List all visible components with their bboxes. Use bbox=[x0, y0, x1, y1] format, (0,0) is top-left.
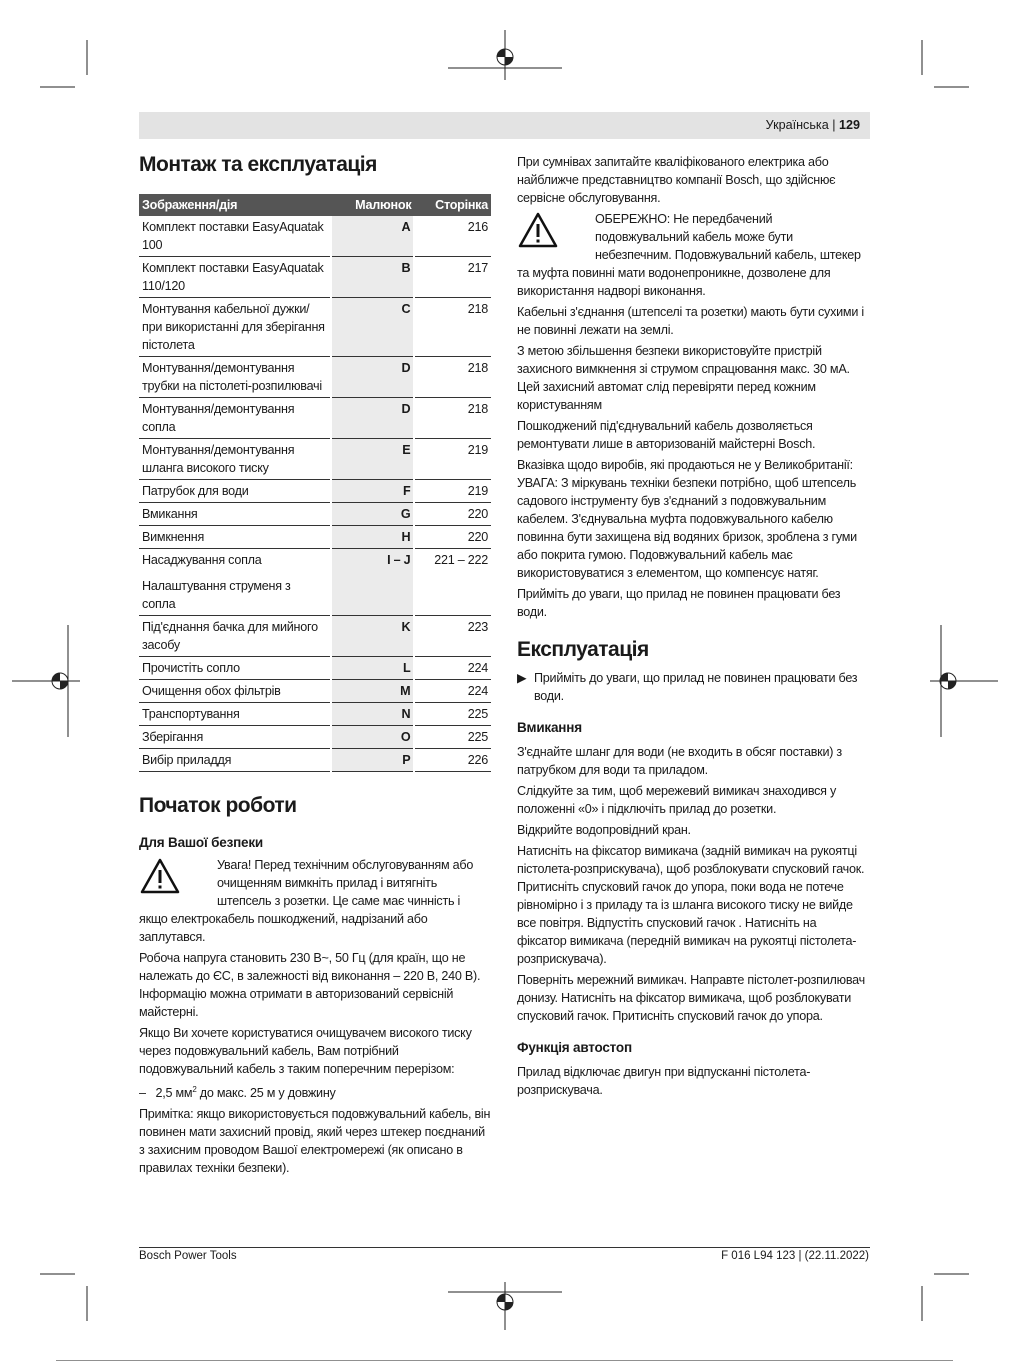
cable-spec-sup: 2 bbox=[192, 1085, 197, 1094]
autostop-title: Функція автостоп bbox=[517, 1040, 632, 1055]
row-action-text: Зберігання bbox=[142, 730, 204, 744]
extension-paragraph: Якщо Ви хочете користуватися очищувачем високого тиску через подовжувальний кабель, Вам потрібний подовжувальний кабель з таким поперечним перерізом: bbox=[139, 1026, 472, 1076]
row-page: 221 – 222 bbox=[414, 549, 491, 616]
row-figure: K bbox=[331, 616, 414, 657]
row-action-text: Очищення обох фільтрів bbox=[142, 684, 281, 698]
row-page: 220 bbox=[414, 526, 491, 549]
connections-paragraph: Кабельні з'єднання (штепселі та розетки) мають бути сухими і не повинні лежати на землі. bbox=[517, 305, 864, 337]
table-row bbox=[139, 657, 491, 680]
row-page: 224 bbox=[414, 680, 491, 703]
left-column bbox=[139, 153, 491, 1180]
row-action-text: Монтування кабельної дужки/ при використанні для зберігання пістолета bbox=[142, 302, 325, 352]
caution-text: ОБЕРЕЖНО: Не передбачений подовжувальний кабель може бути небезпечним. Подовжувальний кабель, штекер та муфта повинні мати водонепроникне, дозволене для використання надворі виконання. bbox=[517, 212, 861, 298]
row-page: 216 bbox=[414, 216, 491, 257]
row-figure: N bbox=[331, 703, 414, 726]
table-row bbox=[139, 680, 491, 703]
water-paragraph: Прийміть до уваги, що прилад не повинен працювати без води. bbox=[517, 587, 841, 619]
row-action bbox=[139, 298, 331, 357]
header-separator: | bbox=[832, 118, 836, 132]
doubt-paragraph: При сумнівах запитайте кваліфікованого електрика або найближче представництво компанії Bosch, що здійснює сервісне обслуговування. bbox=[517, 155, 836, 205]
footer-doc-id: F 016 L94 123 | (22.11.2022) bbox=[721, 1250, 869, 1262]
voltage-paragraph: Робоча напруга становить 230 В~, 50 Гц (для країн, що не належать до ЄС, в залежності від виконання – 220 В, 240 В). Інформацію можна отримати в авторизований сервісній майстерні. bbox=[139, 951, 481, 1019]
row-page: 218 bbox=[414, 298, 491, 357]
switch-on-step-4: Натисніть на фіксатор вимикача (задній вимикач на рукоятці пістолета-розприскувача), щоб розблокувати спусковий гачок. Притисніть спусковий гачок до упора, поки вода не потече рівномірно і з приладу та із шланга високого тиску не вийде все повітря. Відпустіть спусковий гачок . Натисніть на фіксатор вимикача (передній вимикач на рукоятці пістолета-розприскувача). bbox=[517, 844, 865, 966]
row-page: 225 bbox=[414, 703, 491, 726]
row-figure: I – J bbox=[331, 549, 414, 616]
rcd-paragraph: З метою збільшення безпеки використовуйте пристрій захисного вимкнення зі струмом спрацювання макс. 30 мА. Цей захисний автомат слід перевіряти перед кожним користуванням bbox=[517, 344, 850, 412]
row-figure: B bbox=[331, 257, 414, 298]
row-figure: D bbox=[331, 357, 414, 398]
table-row bbox=[139, 357, 491, 398]
row-figure: F bbox=[331, 480, 414, 503]
section-title-operation: Експлуатація bbox=[517, 638, 649, 661]
table-row bbox=[139, 480, 491, 503]
note-paragraph: Примітка: якщо використовується подовжувальний кабель, він повинен мати захисний провід, який через штекер поєднаний з захисним проводом Вашої електромережі (як описано в правилах техніки безпеки). bbox=[139, 1107, 491, 1176]
cable-spec-b: до макс. 25 м у довжину bbox=[196, 1086, 336, 1101]
not-uk-paragraph: УВАГА: З міркувань техніки безпеки потрібно, щоб штепсель садового інструменту був з'єднаний з подовжувальним кабелем. З'єднувальна муфта подовжувального кабелю повинна бути захищена від водяних бризок, зроблена з гуми або покрита гумою. Подовжувальний кабель має використовуватися з елементом, що компенсує натяг. bbox=[517, 476, 857, 580]
row-action bbox=[139, 726, 331, 749]
table-row bbox=[139, 749, 491, 772]
row-page: 224 bbox=[414, 657, 491, 680]
row-action bbox=[139, 257, 331, 298]
row-figure: M bbox=[331, 680, 414, 703]
table-row bbox=[139, 398, 491, 439]
row-action-text: Прочистіть сопло bbox=[142, 661, 240, 675]
row-action-text: Насаджування сопла bbox=[142, 553, 262, 567]
footer-brand: Bosch Power Tools bbox=[139, 1250, 237, 1262]
row-figure: P bbox=[331, 749, 414, 772]
cable-spec-item bbox=[139, 1081, 491, 1102]
table-row bbox=[139, 257, 491, 298]
row-action bbox=[139, 526, 331, 549]
row-action-text: Вимкнення bbox=[142, 530, 205, 544]
damaged-cable-paragraph: Пошкоджений під'єднувальний кабель дозволяється ремонтувати лише в авторизованій майстерні Bosch. bbox=[517, 419, 816, 451]
row-figure: H bbox=[331, 526, 414, 549]
table-row bbox=[139, 703, 491, 726]
row-page: 219 bbox=[414, 439, 491, 480]
row-page: 217 bbox=[414, 257, 491, 298]
row-figure: E bbox=[331, 439, 414, 480]
row-action-text: Монтування/демонтування трубки на пістолеті-розпилювачі bbox=[142, 361, 322, 393]
row-page: 218 bbox=[414, 398, 491, 439]
warning-icon bbox=[139, 856, 217, 906]
switch-on-step-3: Відкрийте водопровідний кран. bbox=[517, 823, 691, 837]
row-action-text: Вмикання bbox=[142, 507, 198, 521]
page-header bbox=[139, 112, 870, 139]
section-title-getting-started: Початок роботи bbox=[139, 794, 297, 817]
row-action-text: Комплект поставки EasyAquatak 110/120 bbox=[142, 261, 324, 293]
not-uk-heading: Вказівка щодо виробів, які продаються не у Великобританії: bbox=[517, 458, 853, 472]
row-action bbox=[139, 216, 331, 257]
row-figure: D bbox=[331, 398, 414, 439]
row-action bbox=[139, 503, 331, 526]
row-action bbox=[139, 439, 331, 480]
row-action bbox=[139, 749, 331, 772]
row-action-text: Вибір приладдя bbox=[142, 753, 232, 767]
table-row bbox=[139, 616, 491, 657]
footer-divider bbox=[139, 1247, 870, 1248]
row-action bbox=[139, 398, 331, 439]
row-action bbox=[139, 680, 331, 703]
autostop-paragraph: Прилад відключає двигун при відпусканні пістолета-розприскувача. bbox=[517, 1065, 811, 1097]
row-page: 225 bbox=[414, 726, 491, 749]
row-action-text: Монтування/демонтування сопла bbox=[142, 402, 295, 434]
row-action-text-2: Налаштування струменя з сопла bbox=[142, 579, 291, 611]
row-action bbox=[139, 616, 331, 657]
row-page: 220 bbox=[414, 503, 491, 526]
right-column bbox=[517, 153, 869, 1102]
safety-warning-text: Увага! Перед технічним обслуговуванням або очищенням вимкніть прилад і витягніть штепсель з розетки. Це саме має чинність і якщо електрокабель пошкоджений, надрізаний або заплутався. bbox=[139, 858, 474, 944]
switch-on-step-1: З'єднайте шланг для води (не входить в обсяг поставки) з патрубком для води та приладом. bbox=[517, 745, 842, 777]
row-figure: C bbox=[331, 298, 414, 357]
list-dash: – bbox=[139, 1086, 146, 1101]
header-language: Українська bbox=[765, 118, 829, 132]
bullet-triangle-icon: ▶ bbox=[517, 671, 527, 685]
col-header-action: Зображення/дія bbox=[139, 194, 331, 216]
row-action-text: Транспортування bbox=[142, 707, 240, 721]
row-page: 219 bbox=[414, 480, 491, 503]
page-number: 129 bbox=[838, 118, 860, 132]
safety-title: Для Вашої безпеки bbox=[139, 835, 263, 850]
table-row bbox=[139, 726, 491, 749]
row-action bbox=[139, 549, 331, 616]
switch-on-title: Вмикання bbox=[517, 720, 582, 735]
table-row bbox=[139, 526, 491, 549]
row-figure: O bbox=[331, 726, 414, 749]
col-header-figure: Малюнок bbox=[331, 194, 414, 216]
row-page: 226 bbox=[414, 749, 491, 772]
row-action bbox=[139, 657, 331, 680]
cable-spec-a: 2,5 мм bbox=[155, 1086, 193, 1101]
table-row bbox=[139, 216, 491, 257]
row-figure: L bbox=[331, 657, 414, 680]
bullet-water bbox=[517, 669, 869, 705]
row-action-text: Комплект поставки EasyAquatak 100 bbox=[142, 220, 324, 252]
row-action bbox=[139, 480, 331, 503]
row-action-text: Монтування/демонтування шланга високого тиску bbox=[142, 443, 295, 475]
table-row bbox=[139, 503, 491, 526]
row-action-text: Під'єднання бачка для мийного засобу bbox=[142, 620, 318, 652]
caution-icon bbox=[517, 210, 595, 260]
row-action-text: Патрубок для води bbox=[142, 484, 249, 498]
row-page: 223 bbox=[414, 616, 491, 657]
contents-table bbox=[139, 194, 491, 772]
table-row bbox=[139, 439, 491, 480]
col-header-page: Сторінка bbox=[414, 194, 491, 216]
section-title-assembly: Монтаж та експлуатація bbox=[139, 153, 377, 176]
row-action bbox=[139, 357, 331, 398]
switch-on-step-5: Поверніть мережний вимикач. Направте пістолет-розпилювач донизу. Натисніть на фіксатор вимикача, щоб розблокувати спусковий гачок. Притисніть спусковий гачок до упора. bbox=[517, 973, 865, 1023]
row-page: 218 bbox=[414, 357, 491, 398]
switch-on-step-2: Слідкуйте за тим, щоб мережевий вимикач знаходився у положенні «0» і підключіть прилад до розетки. bbox=[517, 784, 837, 816]
table-row bbox=[139, 549, 491, 616]
row-figure: G bbox=[331, 503, 414, 526]
row-action bbox=[139, 703, 331, 726]
row-figure: A bbox=[331, 216, 414, 257]
bullet-water-text: Прийміть до уваги, що прилад не повинен працювати без води. bbox=[534, 671, 858, 703]
table-row bbox=[139, 298, 491, 357]
